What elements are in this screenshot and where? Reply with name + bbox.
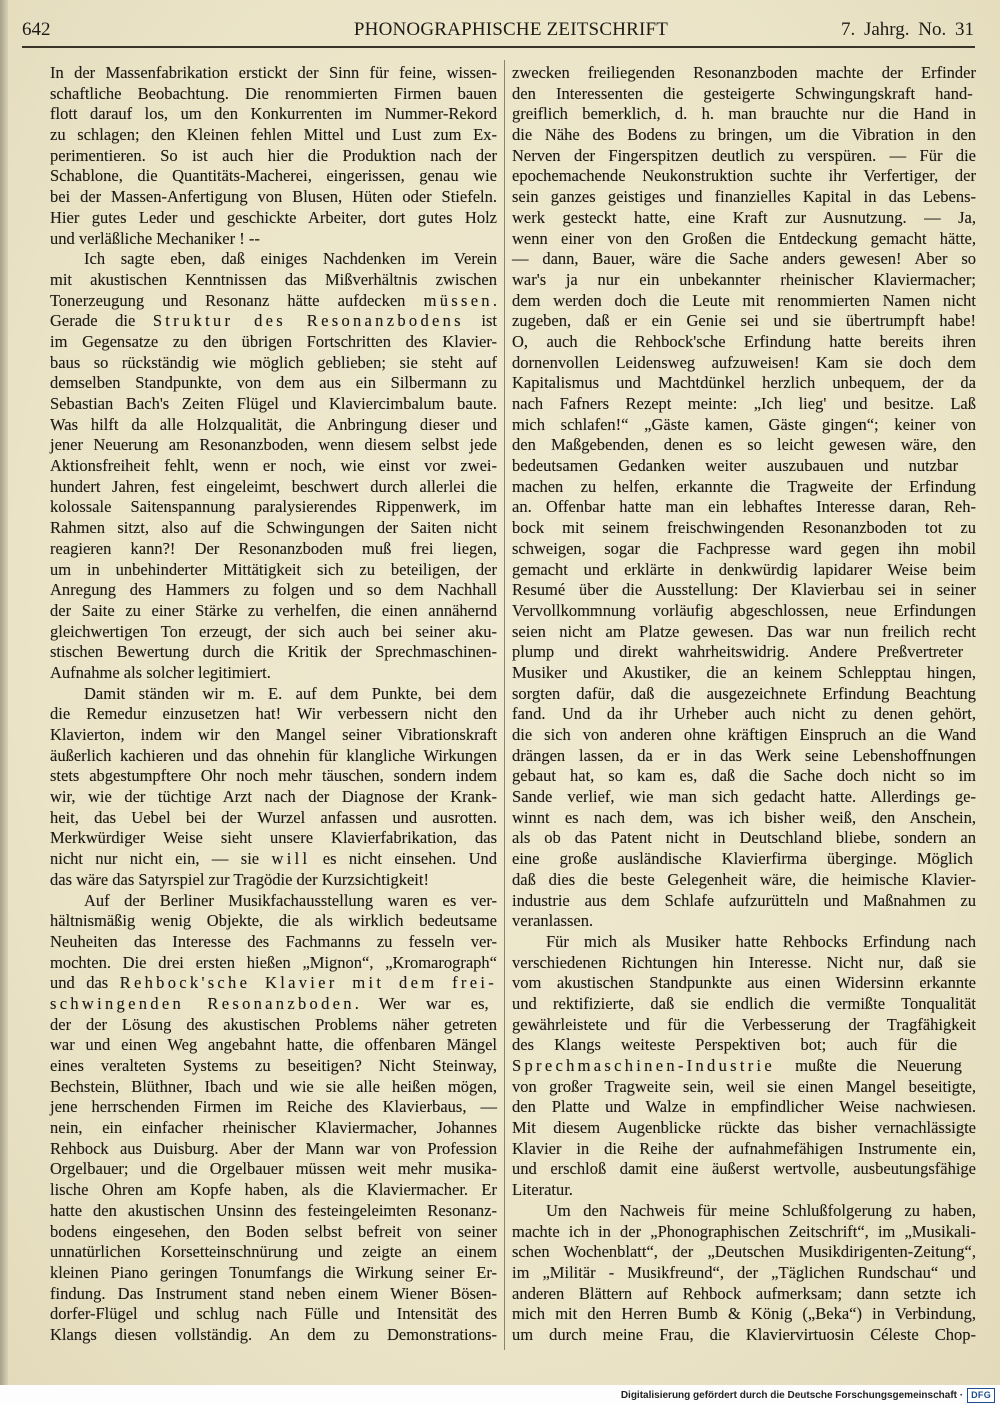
spaced-emphasis: schwingenden Resonanzboden xyxy=(50,993,355,1013)
column-divider xyxy=(504,60,505,1350)
line-text: jene herrschenden Firmen im Reiche des Klavierbaus, — xyxy=(50,1097,497,1117)
text-line xyxy=(512,1015,976,1036)
text-line xyxy=(50,1035,497,1056)
line-text: demselben Standpunkte, von dem aus ein Silbermann zu xyxy=(50,373,497,393)
line-text: unnatürlichen Korsetteinschnürung und zeigte an einem xyxy=(50,1242,497,1262)
text-line xyxy=(50,994,497,1015)
line-text: bedeutsamen Gedanken weiter auszubauen und nutzbar xyxy=(512,456,959,476)
text-line xyxy=(50,725,497,746)
text-segment: Gerade die xyxy=(50,311,153,331)
text-line xyxy=(50,1118,497,1139)
line-text: und erschloß damit eine äußerst wertvolle, ausbeutungsfähige xyxy=(512,1159,976,1179)
text-line xyxy=(50,332,497,353)
text-line xyxy=(50,208,497,229)
text-line xyxy=(50,1201,497,1222)
line-text: jener Neuerung am Resonanzboden, wenn diesem selbst jede xyxy=(50,435,497,455)
line-text: den Interessenten die gesteigerte Schwingungskraft hand- xyxy=(512,83,973,103)
paragraph xyxy=(512,63,976,932)
text-line xyxy=(512,787,976,808)
text-line xyxy=(512,580,976,601)
line-text: Rehbock aus Duisburg. Aber der Mann war von Profession xyxy=(50,1138,497,1158)
line-text: um in unbehinderter Mittätigkeit sich zu beteiligen, der xyxy=(50,559,497,579)
line-text: sein ganzes geistiges und finanzielles Kapital in das Lebens- xyxy=(512,187,976,207)
text-line xyxy=(50,1139,497,1160)
line-text: Für mich als Musiker hatte Rehbocks Erfindung nach xyxy=(546,931,976,951)
line-text: Merkwürdiger Weise sieht unsere Klavierfabrikation, das xyxy=(50,828,497,848)
line-text: Damit ständen wir m. E. auf dem Punkte, bei dem xyxy=(84,683,497,703)
text-line xyxy=(512,63,976,84)
text-line xyxy=(50,684,497,705)
text-line xyxy=(512,104,976,125)
text-line xyxy=(50,1180,497,1201)
line-text: Aufnahme als solcher legitimiert. xyxy=(50,662,271,682)
text-line xyxy=(50,953,497,974)
text-line xyxy=(50,1056,497,1077)
line-text: Schablone, die Quantitäts-Macherei, eingerissen, genau wie xyxy=(50,166,497,186)
line-text: verschiedenen Richtungen hin Interesse. Nicht nur, daß sie xyxy=(512,952,976,972)
text-line xyxy=(50,1304,497,1325)
text-line xyxy=(512,891,976,912)
line-text: mit akustischen Kenntnissen das Mißverhältnis zwischen xyxy=(50,269,497,289)
text-line xyxy=(50,870,497,891)
text-line xyxy=(512,166,976,187)
text-line xyxy=(512,270,976,291)
text-line xyxy=(512,911,976,932)
line-text: schen Wochenblatt“, der „Deutschen Musikdirigenten-Zeitung“, xyxy=(512,1242,976,1262)
line-text: schweigen, sogar die Fachpresse ward gegen ihn mobil xyxy=(512,538,976,558)
line-text: Resumé über die Ausstellung: Der Klavierbau sei in seiner xyxy=(512,580,976,600)
text-line xyxy=(50,1263,497,1284)
issue-number: 7. Jahrg. No. 31 xyxy=(840,19,974,40)
line-text: O, auch die Rehbock'sche Erfindung hatte bereits ihren xyxy=(512,331,976,351)
text-line xyxy=(512,994,976,1015)
text-line xyxy=(50,1284,497,1305)
spaced-emphasis: Sprechmaschinen-Industrie xyxy=(512,1056,776,1075)
line-text: greiflich bemerklich, d. h. man brauchte nur die Hand in xyxy=(512,104,976,124)
text-line xyxy=(512,704,976,725)
text-line xyxy=(512,1180,976,1201)
line-text: machen zu helfen, erkannte die Tragweite der Erfindung xyxy=(512,476,976,496)
text-line xyxy=(512,1139,976,1160)
text-line xyxy=(50,353,497,374)
text-line xyxy=(512,456,976,477)
text-line xyxy=(50,415,497,436)
text-line xyxy=(50,270,497,291)
text-line xyxy=(512,1325,976,1346)
line-text: kolossale Saitenspannung paralysierendes Rippenwerk, im xyxy=(50,497,497,517)
line-text: Klavierton, indem wir den Mangel seiner Vibrationskraft xyxy=(50,725,497,744)
line-text: Klangs diesen vollständig. An dem zu Demonstrations- xyxy=(50,1324,497,1344)
paragraph xyxy=(512,1201,976,1346)
text-line xyxy=(512,1222,976,1243)
line-text: Kapitalismus und Machtdünkel herzlich unbequem, der da xyxy=(512,373,976,393)
text-line xyxy=(50,704,497,725)
line-text: bock mit seinem freischwingenden Resonanzboden tot zu xyxy=(512,518,976,538)
text-line xyxy=(50,808,497,829)
scan-edge xyxy=(0,0,8,1385)
line-text: industrie aus dem Schlafe aufzurütteln und Maßnahmen zu xyxy=(512,890,976,910)
text-line xyxy=(512,373,976,394)
text-line xyxy=(50,663,497,684)
text-line xyxy=(512,725,976,746)
line-text: bodens eingesehen, den Boden selbst befreit von seiner xyxy=(50,1221,497,1241)
line-text: der Saite zu einer Stärke zu verhelfen, die einen annähernd xyxy=(50,600,497,620)
text-segment: ist xyxy=(463,311,498,331)
text-line xyxy=(50,560,497,581)
line-text: veranlassen. xyxy=(512,911,594,931)
text-line xyxy=(50,146,497,167)
text-line xyxy=(512,1242,976,1263)
paragraph xyxy=(50,63,497,249)
line-text: die Remedur einzusetzen hat! Wir verbessern nicht den xyxy=(50,704,497,724)
text-line xyxy=(50,932,497,953)
line-text: Sebastian Bach's Zeiten Flügel und Klaviercimbalum baute. xyxy=(50,394,497,413)
text-line xyxy=(512,1263,976,1284)
line-text: mich schlafen!“ „Gäste kamen, Gäste gingen“; keiner von xyxy=(512,414,976,434)
line-text xyxy=(50,973,497,994)
text-line xyxy=(50,1242,497,1263)
text-line xyxy=(50,166,497,187)
text-line xyxy=(50,622,497,643)
text-line xyxy=(512,1284,976,1305)
line-text xyxy=(50,311,497,332)
line-text: und verläßliche Mechaniker ! -- xyxy=(50,228,260,248)
line-text: fand. Und da ihr Urheber auch nicht zu denen gehört, xyxy=(512,704,976,724)
text-line xyxy=(50,746,497,767)
line-text: reagieren kann?! Der Resonanzboden muß frei liegen, xyxy=(50,538,497,558)
text-line xyxy=(512,146,976,167)
line-text: dornenvollen Leidensweg aufzuweisen! Kam sie doch dem xyxy=(512,352,976,372)
page-number: 642 xyxy=(22,19,51,40)
text-line xyxy=(50,497,497,518)
line-text: baus so rückständig wie möglich geblieben; sie steht auf xyxy=(50,352,497,372)
line-text: Orgelbauer; und die Orgelbauer müssen weit mehr musika- xyxy=(50,1159,497,1179)
line-text: Anregung des Hammers zu folgen und so dem Nachhall xyxy=(50,580,497,600)
line-text: das wäre das Satyrspiel zur Tragödie der Kurzsichtigkeit! xyxy=(50,869,429,889)
line-text: winnt es nach dem, was ich bisher weiß, den Anschein, xyxy=(512,807,976,827)
line-text: kleinen Piano geringen Tonumfangs die Wirkung seiner Er- xyxy=(50,1262,497,1282)
text-line xyxy=(512,1035,976,1056)
text-line xyxy=(512,229,976,250)
dfg-logo: DFG xyxy=(967,1388,995,1403)
paragraph xyxy=(50,684,497,891)
line-text: war und einen Weg angebahnt hatte, die offenbaren Mängel xyxy=(50,1035,497,1055)
line-text: Rahmen sitzt, also auf die Schwingungen der Saiten nicht xyxy=(50,518,497,538)
line-text: die Nähe des Bodens zu bringen, um die Vibration in den xyxy=(512,125,976,145)
line-text: Mit diesem Augenblicke rückte das bisher vernachlässigte xyxy=(512,1118,976,1138)
right-column xyxy=(512,63,976,1346)
line-text: im Gegensatze zu den übrigen Fortschritten des Klavier- xyxy=(50,331,497,351)
text-line xyxy=(512,291,976,312)
line-text: Sande verlief, wie man sich gedacht hatte. Allerdings ge- xyxy=(512,787,976,807)
line-text: den Platte und Walze in empfindlicher Weise nachwiesen. xyxy=(512,1097,976,1117)
text-line xyxy=(512,849,976,870)
line-text: daß dies die beste Gelegenheit wäre, die heimische Klavier- xyxy=(512,869,976,889)
paragraph xyxy=(512,932,976,1201)
text-line xyxy=(50,1077,497,1098)
text-line xyxy=(50,63,497,84)
line-text: der der Lösung des akustischen Problems näher getreten xyxy=(50,1014,497,1034)
text-line xyxy=(50,394,497,415)
text-line xyxy=(50,125,497,146)
text-line xyxy=(50,249,497,270)
line-text: Was hilft da alle Holzqualität, die Anbringung dieser und xyxy=(50,414,497,434)
text-line xyxy=(50,601,497,622)
funding-note: Digitalisierung gefördert durch die Deutsche Forschungsgemeinschaft · xyxy=(620,1389,964,1401)
text-line xyxy=(50,187,497,208)
text-line xyxy=(512,497,976,518)
text-segment: es nicht einsehen. Und xyxy=(310,849,497,869)
text-line xyxy=(512,1118,976,1139)
line-text: gleichwertigen Ton erzeugt, der sich auch bei seiner aku- xyxy=(50,621,497,641)
header-rule xyxy=(22,46,975,48)
text-line xyxy=(50,539,497,560)
line-text: anderen Blättern auf Rehbock aufmerksam; dann setzte ich xyxy=(512,1283,976,1303)
text-line xyxy=(512,1077,976,1098)
line-text xyxy=(50,291,497,312)
text-line xyxy=(512,1097,976,1118)
line-text: seien nicht am Platze gewesen. Das war nun freilich recht xyxy=(512,621,976,641)
text-line xyxy=(512,1056,976,1077)
line-text: die sich von anderen ohne kräftigen Einspruch an die Wand xyxy=(512,725,976,744)
line-text: drängen lassen, da er in das Werk seine Lebenshoffnungen xyxy=(512,745,976,765)
line-text: gemacht und erklärte in denkwürdig lapidarer Weise beim xyxy=(512,559,976,579)
text-line xyxy=(50,580,497,601)
text-line xyxy=(512,249,976,270)
line-text: perimentieren. So ist auch hier die Produktion nach der xyxy=(50,145,497,165)
line-text: Musiker und Akustiker, die an keinem Schlepptau hingen, xyxy=(512,662,976,682)
text-line xyxy=(50,911,497,932)
line-text: hatte den akustischen Unsinn des festeingeleimten Resonanz- xyxy=(50,1200,497,1220)
line-text: zu schlagen; den Kleinen fehlen Mittel und Lust zum Ex- xyxy=(50,125,497,145)
text-segment: . xyxy=(492,290,497,310)
line-text: äußerlich kachieren und das ohnehin für klangliche Wirkungen xyxy=(50,745,497,765)
text-line xyxy=(512,684,976,705)
text-line xyxy=(512,870,976,891)
line-text: gebaut hat, so kam es, daß die Sache doch nicht so im xyxy=(512,766,976,786)
text-line xyxy=(50,435,497,456)
line-text: um durch meine Frau, die Klaviervirtuosin Céleste Chop- xyxy=(512,1324,976,1344)
text-line xyxy=(512,187,976,208)
paragraph xyxy=(50,249,497,683)
line-text: zwecken freiliegenden Resonanzboden machte der Erfinder xyxy=(512,63,976,82)
text-line xyxy=(512,353,976,374)
line-text: lische Ohren am Kopfe haben, als die Klaviermacher. Er xyxy=(50,1180,497,1200)
text-line xyxy=(50,104,497,125)
left-column xyxy=(50,63,497,1346)
text-line xyxy=(512,973,976,994)
line-text: hältnismäßig wenig Objekte, die als wirklich bedeutsame xyxy=(50,911,497,931)
text-line xyxy=(50,642,497,663)
line-text: machte ich in der „Phonographischen Zeitschrift“, im „Musikali- xyxy=(512,1221,976,1241)
line-text: von großer Tragweite sein, weil sie einen Mangel beseitigte, xyxy=(512,1076,976,1096)
text-line xyxy=(512,663,976,684)
line-text: dorfer-Flügel und schlug nach Fülle und Intensität des xyxy=(50,1304,497,1324)
text-line xyxy=(50,518,497,539)
text-segment: . Wer war es, xyxy=(354,993,489,1013)
text-line xyxy=(512,601,976,622)
text-line xyxy=(50,1159,497,1180)
text-line xyxy=(512,766,976,787)
text-segment: mußte die Neuerung xyxy=(775,1056,962,1075)
line-text xyxy=(50,849,497,870)
line-text: plump und direkt wahrheitswidrig. Andere Preßvertreter xyxy=(512,642,964,662)
line-text: flott darauf los, um den Konkurrenten im Nummer-Rekord xyxy=(50,104,497,124)
text-line xyxy=(512,1159,976,1180)
text-line xyxy=(50,311,497,332)
line-text: bei der Massen-Anfertigung von Blusen, Hüten oder Stiefeln. xyxy=(50,187,497,207)
line-text: mochten. Die drei ersten hießen „Mignon“, „Kromarograph“ xyxy=(50,952,497,972)
line-text: findung. Das Instrument stand neben einem Wiener Bösen- xyxy=(50,1283,497,1303)
text-line xyxy=(50,766,497,787)
line-text: schaftliche Beobachtung. Die renommierten Firmen bauen xyxy=(50,83,497,103)
line-text: den Maßgebenden, denen es so leicht gewesen wäre, den xyxy=(512,435,976,455)
line-text: sorgten dafür, daß die ausgezeichnete Erfindung Beachtung xyxy=(512,683,976,703)
text-line xyxy=(50,373,497,394)
text-segment: nicht nur nicht ein, — sie xyxy=(50,849,272,869)
text-line xyxy=(512,932,976,953)
line-text: als ob das Patent nicht in Deutschland bliebe, sondern an xyxy=(512,828,976,848)
line-text: hundert Jahren, fest eingeleimt, beschwert durch allerlei die xyxy=(50,476,497,496)
text-line xyxy=(50,84,497,105)
line-text: stischen Bewertung durch die Kritik der Sprechmaschinen- xyxy=(50,642,497,662)
line-text: eine große ausländische Klavierfirma überginge. Möglich xyxy=(512,849,973,869)
line-text: Um den Nachweis für meine Schlußfolgerung zu haben, xyxy=(546,1200,976,1220)
line-text: zugeben, daß er ein Genie sei und sie übertrumpft habe! xyxy=(512,311,976,331)
line-text: Ich sagte eben, daß einiges Nachdenken im Verein xyxy=(84,249,497,269)
line-text: wir, wie der tüchtige Arzt nach der Diagnose der Krank- xyxy=(50,787,497,807)
line-text: — dann, Bauer, wäre die Sache anders gewesen! Aber so xyxy=(512,249,976,269)
line-text: gewährleistete und für die Verbesserung der Tragfähigkeit xyxy=(512,1014,976,1034)
line-text: mich mit den Herren Bumb & König („Beka“) in Verbindung, xyxy=(512,1304,976,1324)
text-line xyxy=(512,208,976,229)
text-line xyxy=(50,477,497,498)
line-text: Aktionsfreiheit fehlt, wenn er noch, wie einst vor zwei- xyxy=(50,456,497,476)
digitization-footer xyxy=(0,1385,1000,1405)
line-text: Auf der Berliner Musikfachausstellung waren es ver- xyxy=(84,890,497,910)
line-text: vom akustischen Standpunkte aus einen Widersinn erkannte xyxy=(512,973,976,993)
line-text: In der Massenfabrikation erstickt der Sinn für feine, wissen- xyxy=(50,63,497,82)
line-text: heit, das Uebel bei der Wurzel anfassen und ausrotten. xyxy=(50,807,497,827)
text-line xyxy=(512,125,976,146)
line-text: und rektifizierte, daß sie endlich die vermißte Tonqualität xyxy=(512,993,976,1013)
spaced-emphasis: Rehbock'sche Klavier mit dem frei- xyxy=(119,973,497,993)
text-line xyxy=(50,891,497,912)
text-line xyxy=(512,518,976,539)
line-text: nein, ein einfacher rheinischer Klaviermacher, Johannes xyxy=(50,1118,497,1138)
spaced-emphasis: müssen xyxy=(423,290,493,310)
line-text xyxy=(512,1056,962,1077)
text-line xyxy=(512,477,976,498)
text-line xyxy=(512,311,976,332)
journal-title: PHONOGRAPHISCHE ZEITSCHRIFT xyxy=(353,19,669,40)
text-segment: und das xyxy=(50,973,120,993)
line-text: nach Fafners Rezept meinte: „Ich lieg' und besitze. Laß xyxy=(512,394,976,413)
line-text: Hier gutes Leder und geschickte Arbeiter, dort gutes Holz xyxy=(50,207,497,227)
text-line xyxy=(50,1015,497,1036)
text-line xyxy=(512,84,976,105)
text-segment: Tonerzeugung und Resonanz hätte aufdecken xyxy=(50,290,424,310)
text-line xyxy=(50,291,497,312)
line-text: Literatur. xyxy=(512,1180,573,1200)
text-line xyxy=(50,849,497,870)
line-text: Klavier in die Reihe der aufnahmefähigen Instrumente ein, xyxy=(512,1138,976,1158)
text-line xyxy=(512,1304,976,1325)
text-line xyxy=(50,456,497,477)
text-line xyxy=(50,1097,497,1118)
text-line xyxy=(512,953,976,974)
text-line xyxy=(512,332,976,353)
text-line xyxy=(50,828,497,849)
line-text: des Klangs weiteste Perspektiven bot; auch für die xyxy=(512,1035,958,1055)
line-text: epochemachende Neukonstruktion suchte ihr Verfertiger, der xyxy=(512,166,976,186)
text-line xyxy=(50,229,497,250)
paragraph xyxy=(50,891,497,1346)
line-text xyxy=(50,994,489,1015)
text-line xyxy=(512,560,976,581)
text-line xyxy=(512,622,976,643)
line-text: war's ja nur ein unbekannter rheinischer Klaviermacher; xyxy=(512,269,976,289)
text-line xyxy=(512,1201,976,1222)
line-text: stets abgestumpftere Ohr noch mehr täuschen, sondern indem xyxy=(50,766,497,786)
line-text: Bechstein, Blüthner, Ibach und wie sie alle heißen mögen, xyxy=(50,1076,497,1096)
text-line xyxy=(512,746,976,767)
text-line xyxy=(512,642,976,663)
text-line xyxy=(512,415,976,436)
spaced-emphasis: will xyxy=(271,849,311,869)
line-text: Neuheiten das Interesse des Fachmanns zu fesseln ver- xyxy=(50,931,497,951)
line-text: Nerven der Fingerspitzen deutlich zu verspüren. — Für die xyxy=(512,145,976,165)
line-text: Vervollkommnung vorläufig abgeschlossen, neue Erfindungen xyxy=(512,600,976,620)
text-line xyxy=(512,394,976,415)
text-line xyxy=(512,435,976,456)
text-line xyxy=(50,973,497,994)
line-text: dem werden doch die Leute mit renommierten Namen nicht xyxy=(512,290,976,310)
text-line xyxy=(50,1222,497,1243)
text-line xyxy=(512,539,976,560)
spaced-emphasis: Struktur des Resonanzbodens xyxy=(152,311,464,331)
text-line xyxy=(50,1325,497,1346)
line-text: im „Militär - Musikfreund“, der „Täglichen Rundschau“ und xyxy=(512,1262,976,1282)
line-text: eines veralteten Systems zu beseitigen? Nicht Steinway, xyxy=(50,1056,497,1075)
line-text: wenn einer von den Großen die Entdeckung gemacht hätte, xyxy=(512,228,976,248)
line-text: werk gesteckt hatte, eine Kraft zur Ausnutzung. — Ja, xyxy=(512,207,976,227)
text-line xyxy=(50,787,497,808)
text-line xyxy=(512,808,976,829)
text-line xyxy=(512,828,976,849)
line-text: an. Offenbar hatte man ein lebhaftes Interesse daran, Reh- xyxy=(512,497,976,517)
